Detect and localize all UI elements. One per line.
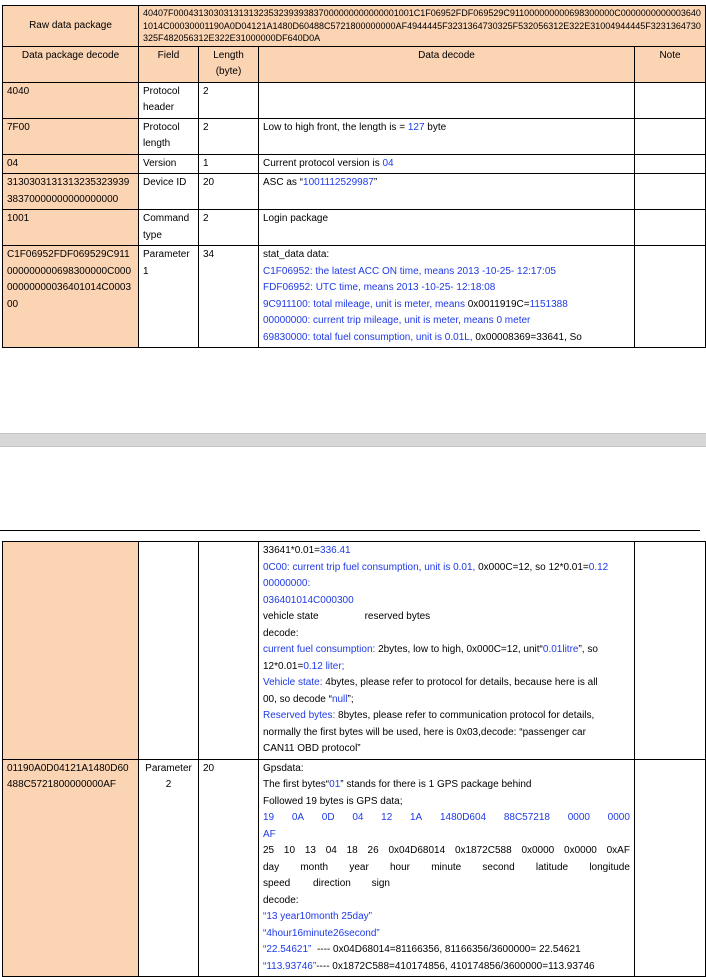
gps-label-line xyxy=(263,876,630,893)
gps-value: 04 xyxy=(325,845,337,856)
data-value: null xyxy=(331,693,348,705)
gps-value: 13 xyxy=(304,845,316,856)
data-line: AF xyxy=(263,828,276,840)
data-text: 0x00008369=33641, So xyxy=(472,331,582,343)
data-value: 0.01litre xyxy=(542,644,579,655)
data-line: FDF06952: UTC time, means 2013 -10-25- 12:18:08 xyxy=(263,282,496,293)
gps-label: day xyxy=(263,861,280,873)
data-line xyxy=(263,777,630,794)
row-decode: 4040 xyxy=(3,82,139,118)
table-row xyxy=(3,210,706,246)
gps-value: 25 xyxy=(263,845,275,856)
data-value: 1001112529987 xyxy=(303,177,374,188)
gps-hex: 19 xyxy=(263,812,275,823)
gps-hex: 1A xyxy=(410,812,423,823)
data-value: “113.93746” xyxy=(263,960,317,972)
gps-label: hour xyxy=(389,861,410,873)
data-text: Reserved bytes: xyxy=(263,710,339,721)
data-line xyxy=(263,659,630,676)
row-note xyxy=(635,246,706,348)
data-line: decode: xyxy=(263,627,299,639)
gps-label: speed xyxy=(263,878,291,889)
row-decode: C1F06952FDF069529C911000000000698300000C00000000000036401014C000300 xyxy=(3,246,139,348)
data-line: decode: xyxy=(263,894,299,906)
row-data xyxy=(259,82,635,118)
data-line xyxy=(263,959,630,976)
gps-value: 0x0000 xyxy=(564,845,597,856)
data-text: vehicle state xyxy=(263,611,319,622)
gps-hex: 1480D604 xyxy=(439,812,487,823)
row-length: 2 xyxy=(199,210,259,246)
data-line: 036401014C000300 xyxy=(263,594,354,606)
data-line: 00000000: current trip mileage, unit is meter, means 0 meter xyxy=(263,315,531,326)
table-row xyxy=(3,542,706,760)
gps-label: longitude xyxy=(589,861,630,873)
data-text: 33641*0.01= xyxy=(263,545,321,556)
table-row xyxy=(3,82,706,118)
data-line xyxy=(263,942,630,959)
row-decode: 1001 xyxy=(3,210,139,246)
data-text: 9C911100: total mileage, unit is meter, means xyxy=(263,298,468,310)
data-line: “4hour16minute26second” xyxy=(263,927,380,939)
table-row xyxy=(3,154,706,174)
table-row xyxy=(3,174,706,210)
data-line xyxy=(263,642,630,659)
row-field: Protocol header xyxy=(139,82,199,118)
header-field: Field xyxy=(139,46,199,82)
row-note xyxy=(635,82,706,118)
gps-value: 0x0000 xyxy=(521,845,555,856)
data-text: 4bytes, please refer to protocol for details, because here is all xyxy=(325,677,598,688)
row-data: Login package xyxy=(259,210,635,246)
gps-label: year xyxy=(349,861,369,873)
data-value: 01 xyxy=(329,779,341,790)
data-text: 0x0011919C= xyxy=(467,298,530,310)
data-line: Gpsdata: xyxy=(263,762,304,774)
row-decode: 7F00 xyxy=(3,118,139,154)
data-line: CAN11 OBD protocol” xyxy=(263,743,361,754)
raw-data-value: 40407F000431303031313132353239393837000000000000001001C1F06952FDF069529C911000000000698300000C00000000000036401014C00030001190A0D04121A1480D60488C5721800000000AF4944445F3231364730325F532056312E322E31004944445F3231364730325F482056312E322E31000000DF640D0A xyxy=(139,6,706,47)
data-text: reserved bytes xyxy=(364,611,431,622)
row-field xyxy=(139,542,199,760)
data-text: ” stands for there is 1 GPS package behind xyxy=(340,779,532,790)
data-value: 127 xyxy=(407,121,425,133)
data-text: Low to high front, the length is = xyxy=(263,121,408,133)
row-data xyxy=(259,154,635,174)
data-text: 8bytes, please refer to communication protocol for details, xyxy=(338,710,595,721)
row-note xyxy=(635,542,706,760)
data-text: ” xyxy=(373,177,378,188)
data-text: 00, so decode “ xyxy=(263,693,332,705)
gps-hex: 0D xyxy=(321,812,335,823)
row-field: Command type xyxy=(139,210,199,246)
data-text: 2bytes, low to high, 0x000C=12, unit“ xyxy=(378,644,543,655)
header-row xyxy=(3,46,706,82)
data-text: Current protocol version is xyxy=(263,157,383,169)
decode-table-page1 xyxy=(2,5,706,348)
data-text: ”; xyxy=(347,693,354,705)
data-text: The first bytes“ xyxy=(263,779,330,790)
table-row xyxy=(3,246,706,348)
data-line xyxy=(263,708,630,725)
gps-label: minute xyxy=(431,861,462,873)
data-value: “22.54621” xyxy=(263,944,312,955)
row-field: Parameter1 xyxy=(139,246,199,348)
gps-value-line xyxy=(263,843,630,860)
gps-label-line xyxy=(263,860,630,877)
header-data: Data decode xyxy=(259,46,635,82)
row-length xyxy=(199,542,259,760)
row-decode: 313030313131323532393938370000000000000000 xyxy=(3,174,139,210)
header-length: Length (byte) xyxy=(199,46,259,82)
row-note xyxy=(635,759,706,977)
data-line: C1F06952: the latest ACC ON time, means 2013 -10-25- 12:17:05 xyxy=(263,265,556,277)
gps-label: sign xyxy=(371,878,390,889)
gps-value: 26 xyxy=(367,845,379,856)
data-line: 00000000: xyxy=(263,578,311,589)
gps-hex: 0A xyxy=(291,812,305,823)
data-line xyxy=(263,609,630,626)
gps-label: direction xyxy=(313,878,351,889)
data-text: ---- 0x1872C588=410174856, 410174856/3600000=113.93746 xyxy=(316,960,595,972)
gps-label: month xyxy=(300,861,329,873)
data-text: ”, so xyxy=(578,644,598,655)
data-text: 0x000C=12, so 12*0.01= xyxy=(478,561,589,573)
header-decode: Data package decode xyxy=(3,46,139,82)
row-length: 1 xyxy=(199,154,259,174)
data-text: current fuel consumption: xyxy=(263,644,379,655)
table-row xyxy=(3,759,706,977)
row-note xyxy=(635,174,706,210)
data-text: 0C00: current trip fuel consumption, unit is 0.01, xyxy=(263,561,479,573)
data-value: 1151388 xyxy=(529,298,568,310)
data-line xyxy=(263,543,630,560)
header-note: Note xyxy=(635,46,706,82)
row-field: Version xyxy=(139,154,199,174)
row-decode: 04 xyxy=(3,154,139,174)
gps-value: 10 xyxy=(283,845,296,856)
page-break xyxy=(0,433,706,447)
row-field: Parameter2 xyxy=(139,759,199,977)
gps-label: latitude xyxy=(535,861,569,873)
data-text: ASC as “ xyxy=(263,177,304,188)
row-length: 34 xyxy=(199,246,259,348)
data-line xyxy=(263,330,630,347)
row-data xyxy=(259,174,635,210)
gps-value: 18 xyxy=(346,845,358,856)
row-length: 20 xyxy=(199,174,259,210)
row-length: 20 xyxy=(199,759,259,977)
data-line: normally the first bytes will be used, here is 0x03,decode: “passenger car xyxy=(263,726,586,738)
gps-value: 0x1872C588 xyxy=(454,845,512,856)
row-data xyxy=(259,542,635,760)
data-text: ---- 0x04D68014=81166356, 81166356/3600000= 22.54621 xyxy=(316,944,581,955)
data-value: 0.12 liter; xyxy=(303,660,345,672)
gps-hex-line xyxy=(263,810,630,827)
row-length: 2 xyxy=(199,118,259,154)
raw-data-label: Raw data package xyxy=(3,6,139,47)
gps-hex: 88C57218 xyxy=(503,812,550,823)
data-line: Followed 19 bytes is GPS data; xyxy=(263,795,403,807)
row-length: 2 xyxy=(199,82,259,118)
data-line: stat_data data: xyxy=(263,249,330,260)
row-note xyxy=(635,154,706,174)
data-text: 69830000: total fuel consumption, unit is 0.01L, xyxy=(263,331,473,343)
gps-value: 0x04D68014 xyxy=(388,845,446,856)
gps-hex: 12 xyxy=(381,812,393,823)
data-line: “13 year10month 25day” xyxy=(263,911,372,922)
row-data xyxy=(259,246,635,348)
row-field: Device ID xyxy=(139,174,199,210)
data-text: Vehicle state: xyxy=(263,677,326,688)
row-decode xyxy=(3,542,139,760)
row-decode: 01190A0D04121A1480D60488C5721800000000AF xyxy=(3,759,139,977)
table-row xyxy=(3,118,706,154)
data-line xyxy=(263,675,630,692)
gps-hex: 04 xyxy=(352,812,364,823)
raw-data-row xyxy=(3,6,706,47)
gps-hex: 0000 xyxy=(567,812,590,823)
gps-label: second xyxy=(482,861,515,873)
row-note xyxy=(635,118,706,154)
data-value: 04 xyxy=(382,157,394,169)
gps-value: 0xAF xyxy=(606,845,630,856)
data-text: byte xyxy=(424,121,447,133)
data-value: 336.41 xyxy=(320,545,351,556)
data-value: 0.12 xyxy=(588,561,609,573)
data-line xyxy=(263,560,630,577)
page-header-rule xyxy=(0,530,700,531)
data-line xyxy=(263,692,630,709)
row-data xyxy=(259,118,635,154)
row-field: Protocol length xyxy=(139,118,199,154)
data-line xyxy=(263,297,630,314)
decode-table-page2 xyxy=(2,541,706,977)
row-note xyxy=(635,210,706,246)
row-data xyxy=(259,759,635,977)
gps-hex: 0000 xyxy=(607,812,630,823)
data-text: 12*0.01= xyxy=(263,660,304,672)
